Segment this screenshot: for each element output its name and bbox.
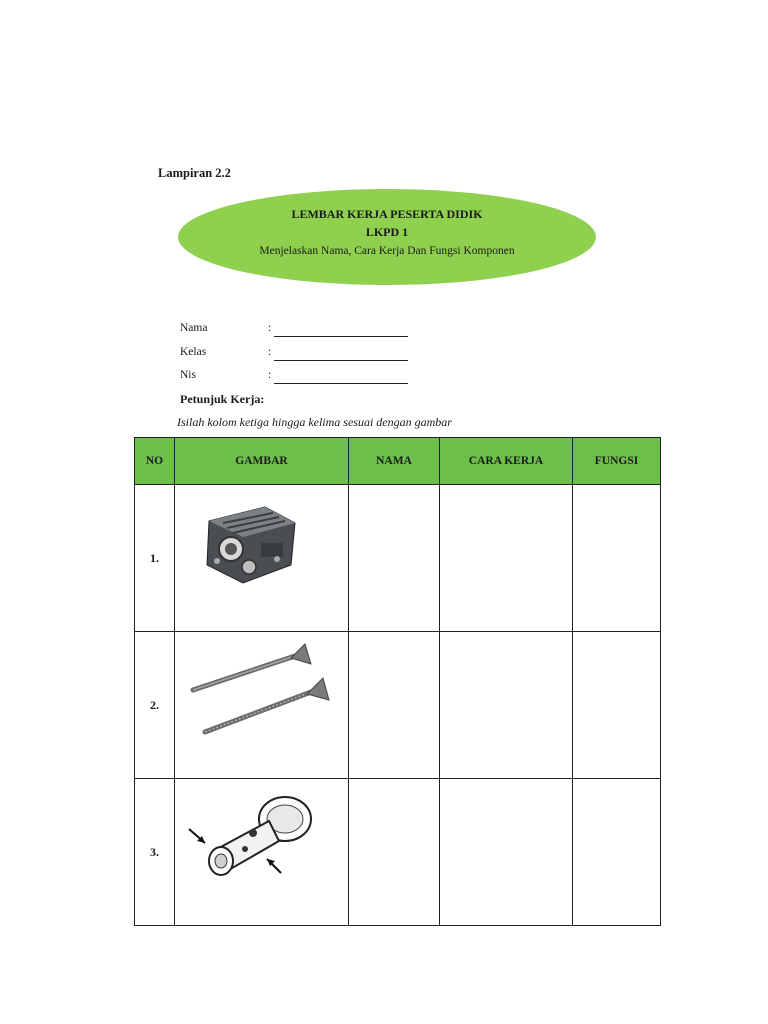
fungsi-answer-cell[interactable] <box>573 632 661 779</box>
camshaft-icon <box>187 787 327 897</box>
table-row <box>135 632 661 779</box>
row-number: 1. <box>135 485 175 632</box>
cara-kerja-answer-cell[interactable] <box>440 779 573 926</box>
nis-label: Nis <box>180 369 196 381</box>
fungsi-answer-cell[interactable] <box>573 779 661 926</box>
name-colon: : <box>268 322 272 334</box>
instructions-text: Isilah kolom ketiga hingga kelima sesuai dengan gambar <box>177 415 452 429</box>
class-label: Kelas <box>180 346 207 358</box>
cara-kerja-answer-cell[interactable] <box>440 632 573 779</box>
header-gambar: GAMBAR <box>175 438 349 485</box>
table-header-row <box>135 438 661 485</box>
banner-description: Menjelaskan Nama, Cara Kerja Dan Fungsi Komponen <box>259 245 515 257</box>
header-no: NO <box>135 438 175 485</box>
instructions-heading: Petunjuk Kerja: <box>180 392 265 406</box>
table-row <box>135 485 661 632</box>
header-cara-kerja: CARA KERJA <box>440 438 573 485</box>
engine-valves-icon <box>187 640 337 750</box>
banner-title: LEMBAR KERJA PESERTA DIDIK <box>291 207 483 221</box>
image-cell <box>175 779 349 926</box>
row-number: 3. <box>135 779 175 926</box>
nama-answer-cell[interactable] <box>349 485 440 632</box>
class-colon: : <box>268 346 272 358</box>
row-number: 2. <box>135 632 175 779</box>
nis-colon: : <box>268 369 272 381</box>
header-fungsi: FUNGSI <box>573 438 661 485</box>
appendix-label: Lampiran 2.2 <box>158 166 231 180</box>
name-field[interactable] <box>274 336 408 337</box>
image-cell <box>175 632 349 779</box>
nama-answer-cell[interactable] <box>349 632 440 779</box>
cylinder-head-icon <box>187 493 307 593</box>
banner-subtitle: LKPD 1 <box>365 225 409 239</box>
table-row <box>135 779 661 926</box>
nis-field[interactable] <box>274 383 408 384</box>
class-field[interactable] <box>274 360 408 361</box>
worksheet-banner <box>178 189 596 285</box>
cara-kerja-answer-cell[interactable] <box>440 485 573 632</box>
nama-answer-cell[interactable] <box>349 779 440 926</box>
worksheet-table <box>134 437 661 926</box>
name-label: Nama <box>180 322 208 334</box>
header-nama: NAMA <box>349 438 440 485</box>
image-cell <box>175 485 349 632</box>
fungsi-answer-cell[interactable] <box>573 485 661 632</box>
